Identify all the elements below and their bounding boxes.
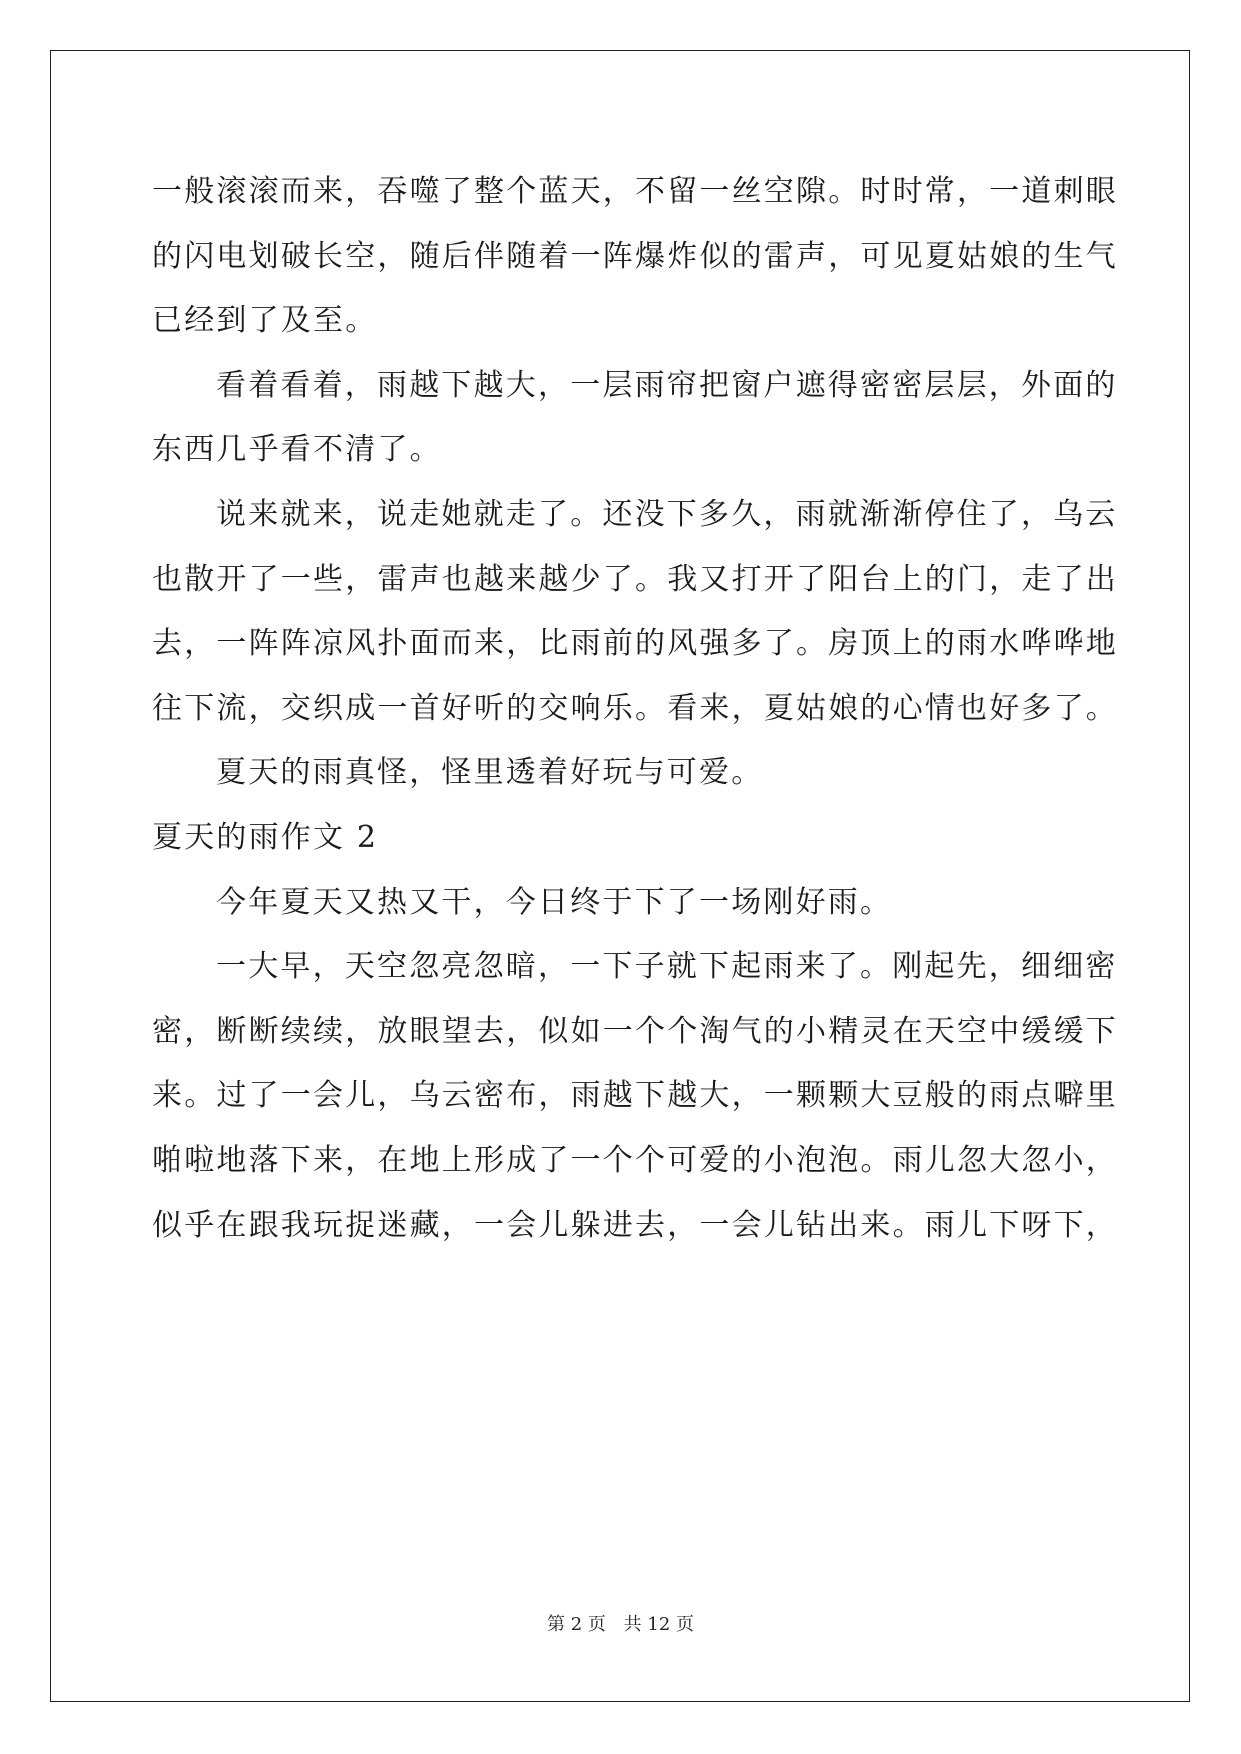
section-heading: 夏天的雨作文 2 bbox=[152, 819, 379, 855]
paragraph-start: 一大早，天空忽亮忽暗，一下子就下起雨来了。刚起先，细细密 bbox=[216, 949, 1118, 985]
text-line: 密，断断续续，放眼望去，似如一个个淘气的小精灵在天空中缓缓下 bbox=[152, 1013, 1118, 1049]
text-line: 东西几乎看不清了。 bbox=[152, 432, 442, 468]
text-line: 已经到了及至。 bbox=[152, 303, 378, 339]
paragraph-start: 看着看着，雨越下越大，一层雨帘把窗户遮得密密层层，外面的 bbox=[216, 367, 1118, 403]
page-number: 第 2 页 bbox=[547, 1614, 606, 1635]
document-body bbox=[152, 160, 1118, 1258]
text-line: 啪啦地落下来，在地上形成了一个个可爱的小泡泡。雨儿忽大忽小， bbox=[152, 1142, 1118, 1178]
page-total: 共 12 页 bbox=[623, 1614, 694, 1635]
text-line: 往下流，交织成一首好听的交响乐。看来，夏姑娘的心情也好多了。 bbox=[152, 690, 1118, 726]
paragraph-start: 今年夏天又热又干，今日终于下了一场刚好雨。 bbox=[216, 884, 893, 920]
text-line: 去，一阵阵凉风扑面而来，比雨前的风强多了。房顶上的雨水哗哗地 bbox=[152, 626, 1118, 662]
paragraph-start: 说来就来，说走她就走了。还没下多久，雨就渐渐停住了，乌云 bbox=[216, 496, 1118, 532]
text-line: 一般滚滚而来，吞噬了整个蓝天，不留一丝空隙。时时常，一道刺眼 bbox=[152, 174, 1118, 209]
paragraph-start: 夏天的雨真怪，怪里透着好玩与可爱。 bbox=[216, 755, 764, 791]
text-line: 似乎在跟我玩捉迷藏，一会儿躲进去，一会儿钻出来。雨儿下呀下， bbox=[152, 1207, 1118, 1243]
text-line: 也散开了一些，雷声也越来越少了。我又打开了阳台上的门，走了出 bbox=[152, 561, 1118, 597]
page-footer bbox=[0, 1613, 1241, 1637]
text-line: 来。过了一会儿，乌云密布，雨越下越大，一颗颗大豆般的雨点噼里 bbox=[152, 1078, 1118, 1114]
text-line: 的闪电划破长空，随后伴随着一阵爆炸似的雷声，可见夏姑娘的生气 bbox=[152, 238, 1118, 274]
